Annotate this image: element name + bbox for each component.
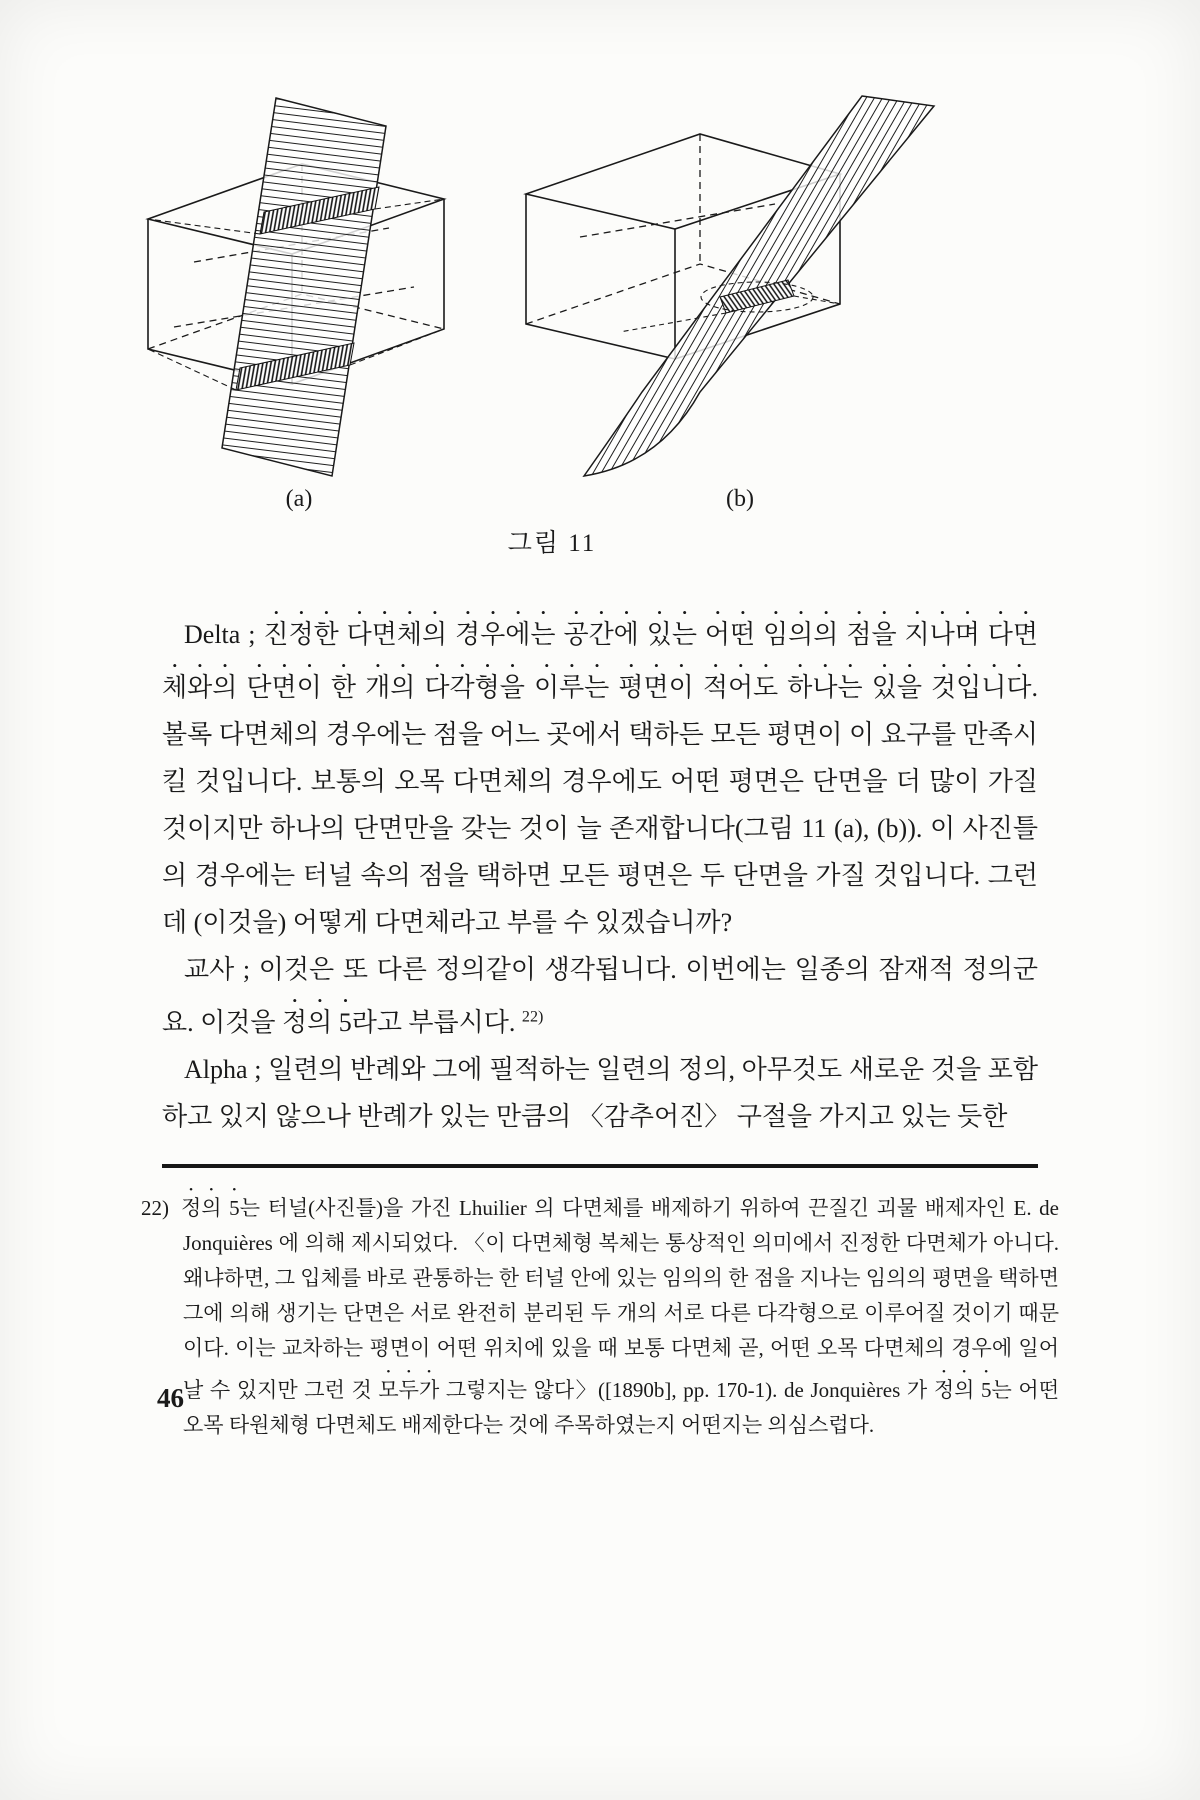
- figures-row: [134, 92, 970, 513]
- text-segment: 는 어떤 오목 타원체형 다면체도 배제한다는 것에 주목하였는지 어떤지는 의심스럽다.: [183, 1378, 1059, 1437]
- figure-11b-label: (b): [726, 486, 754, 512]
- text-segment: 정의 5: [281, 1008, 352, 1037]
- text-segment: 22): [521, 1008, 544, 1026]
- text-segment: 진정한 다면체의 경우에는 공간에 있는 어떤 임의의 점을 지나며 다면체와의 단면이 한 개의 다각형을 이루는 평면이 적어도 하나는 있을 것입니다: [162, 620, 1039, 702]
- text-segment: 정의 5: [933, 1378, 992, 1402]
- text-segment: 그렇지는 않다〉([1890b], pp. 170-1). de Jonquières 가: [439, 1378, 934, 1402]
- text-segment: 정의 5: [181, 1196, 240, 1220]
- text-segment: 는 터널(사진틀)을 가진 Lhuilier 의 다면체를 배제하기 위하여 끈질긴 괴물 배제자인 E. de Jonquières 에 의해 제시되었다. 〈이 다면체형 복체는 통상적인 의미에서 진정한 다면체가 아니다. 왜냐하면, 그 입체를 바로 관통하는 한 터널 안에 있는 임의의 한 점을 지나는 임의의 평면을 택하면 그에 의해 생기는 단면은 서로 완전히 분리된 두 개의 서로 다른 다각형으로 이루어질 것이기 때문이다. 이는 교차하는 평면이 어떤 위치에 있을 때 보통 다면체 곧, 어떤 오목 다면체의 경우에 일어날 수 있지만 그런 것: [183, 1196, 1060, 1402]
- text-segment: 모두가: [378, 1378, 440, 1402]
- polyhedron-with-tunnel-plane-diagram-b: [510, 92, 970, 482]
- footnote-22: [141, 1184, 1059, 1443]
- paragraph-teacher: [162, 946, 1038, 1046]
- figure-11b: [510, 92, 970, 513]
- footnote-marker: 22): [141, 1196, 169, 1220]
- figure-caption: 그림 11: [507, 530, 597, 557]
- polyhedron-with-tunnel-plane-diagram-a: [134, 92, 464, 482]
- paragraph-alpha: [162, 1046, 1038, 1140]
- text-segment: 교사 ; 이것은 또 다른 정의같이 생각됩니다. 이번에는 일종의 잠재적 정의군요. 이것을: [162, 955, 1038, 1037]
- paragraph-delta: [162, 605, 1038, 946]
- page-number: 46: [157, 1383, 184, 1413]
- text-segment: Delta ;: [184, 620, 264, 649]
- text-segment: 라고 부릅시다.: [351, 1008, 522, 1037]
- footnote-rule: [162, 1164, 1038, 1168]
- figure-11: [134, 0, 970, 559]
- figure-11a-label: (a): [285, 486, 313, 512]
- text-segment: . 볼록 다면체의 경우에는 점을 어느 곳에서 택하든 모든 평면이 이 요구를 만족시킬 것입니다. 보통의 오목 다면체의 경우에도 어떤 평면은 단면을 더 많이 가질 것이지만 하나의 단면만을 갖는 것이 늘 존재합니다(그림 11 (a), (b)). 이 사진틀의 경우에는 터널 속의 점을 택하면 모든 평면은 두 단면을 가질 것입니다. 그런데 (이것을) 어떻게 다면체라고 부를 수 있겠습니까?: [162, 673, 1038, 937]
- footnote-text: [181, 1196, 1059, 1437]
- figure-11a: [134, 92, 464, 513]
- dialogue-text: [162, 605, 1038, 1140]
- text-segment: Alpha ; 일련의 반례와 그에 필적하는 일련의 정의, 아무것도 새로운 것을 포함하고 있지 않으나 반례가 있는 만큼의 〈감추어진〉 구절을 가지고 있는 듯한: [162, 1055, 1038, 1131]
